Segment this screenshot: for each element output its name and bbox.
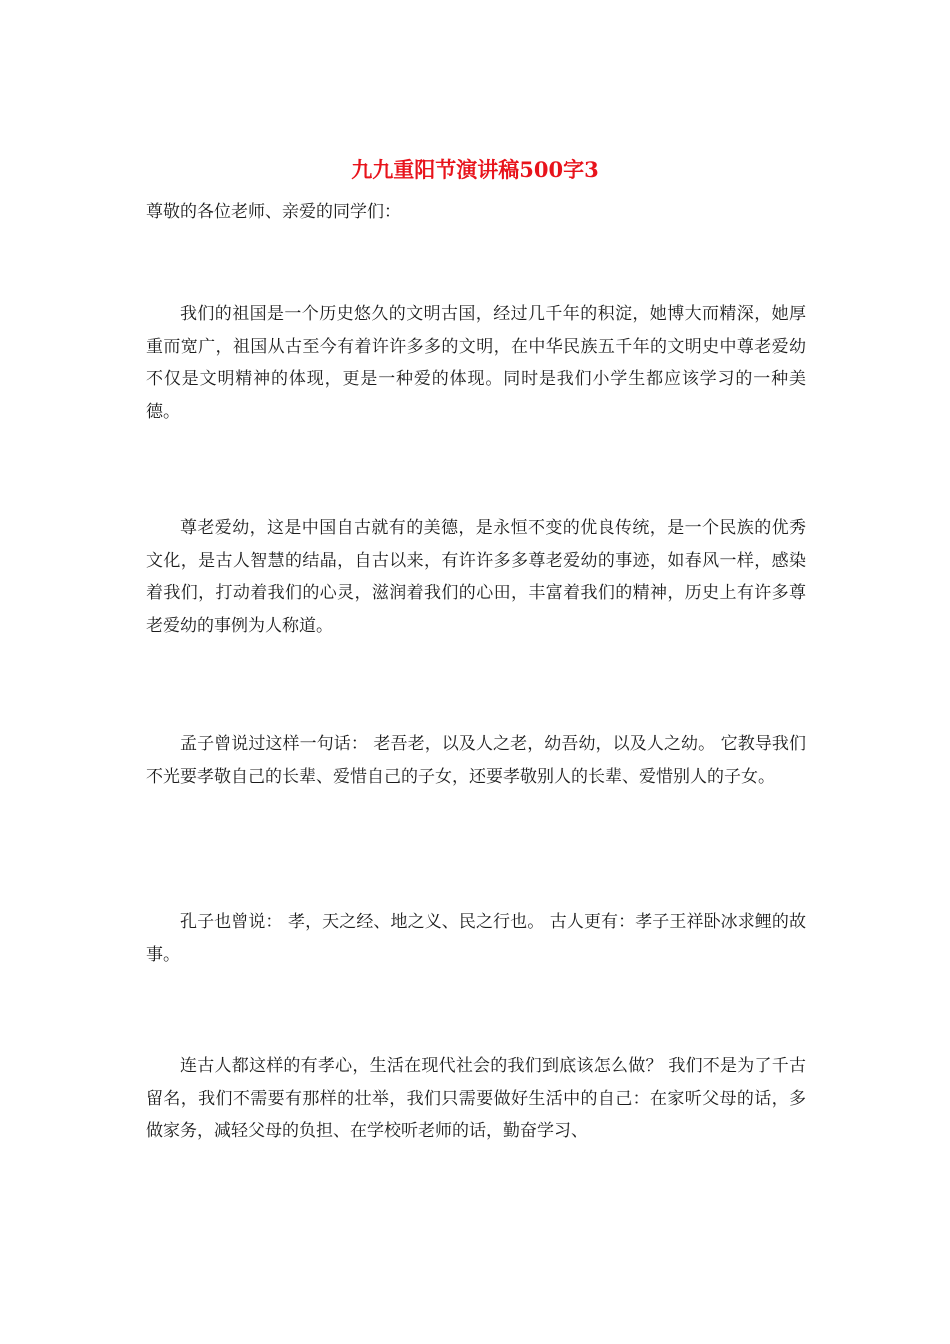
document-title: 九九重阳节演讲稿500字3: [351, 157, 599, 182]
paragraph: 我们的祖国是一个历史悠久的文明古国，经过几千年的积淀，她博大而精深，她厚重而宽广，祖国从古至今有着许许多多的文明，在中华民族五千年的文明史中尊老爱幼不仅是文明精神的体现，更是一种爱的体现。同时是我们小学生都应该学习的一种美德。: [146, 304, 806, 422]
paragraph: 尊老爱幼，这是中国自古就有的美德，是永恒不变的优良传统，是一个民族的优秀文化，是古人智慧的结晶，自古以来，有许许多多尊老爱幼的事迹，如春风一样，感染着我们，打动着我们的心灵，滋润着我们的心田，丰富着我们的精神，历史上有许多尊老爱幼的事例为人称道。: [146, 518, 806, 636]
paragraph: 孔子也曾说： 孝，天之经、地之义、民之行也。 古人更有：孝子王祥卧冰求鲤的故事。: [146, 912, 806, 965]
paragraph: 连古人都这样的有孝心，生活在现代社会的我们到底该怎么做？ 我们不是为了千古留名，我们不需要有那样的壮举，我们只需要做好生活中的自己：在家听父母的话，多做家务，减轻父母的负担、在学校听老师的话，勤奋学习、: [146, 1056, 806, 1141]
paragraph: 孟子曾说过这样一句话： 老吾老，以及人之老，幼吾幼，以及人之幼。 它教导我们不光要孝敬自己的长辈、爱惜自己的子女，还要孝敬别人的长辈、爱惜别人的子女。: [146, 734, 806, 787]
salutation: 尊敬的各位老师、亲爱的同学们：: [146, 202, 401, 222]
